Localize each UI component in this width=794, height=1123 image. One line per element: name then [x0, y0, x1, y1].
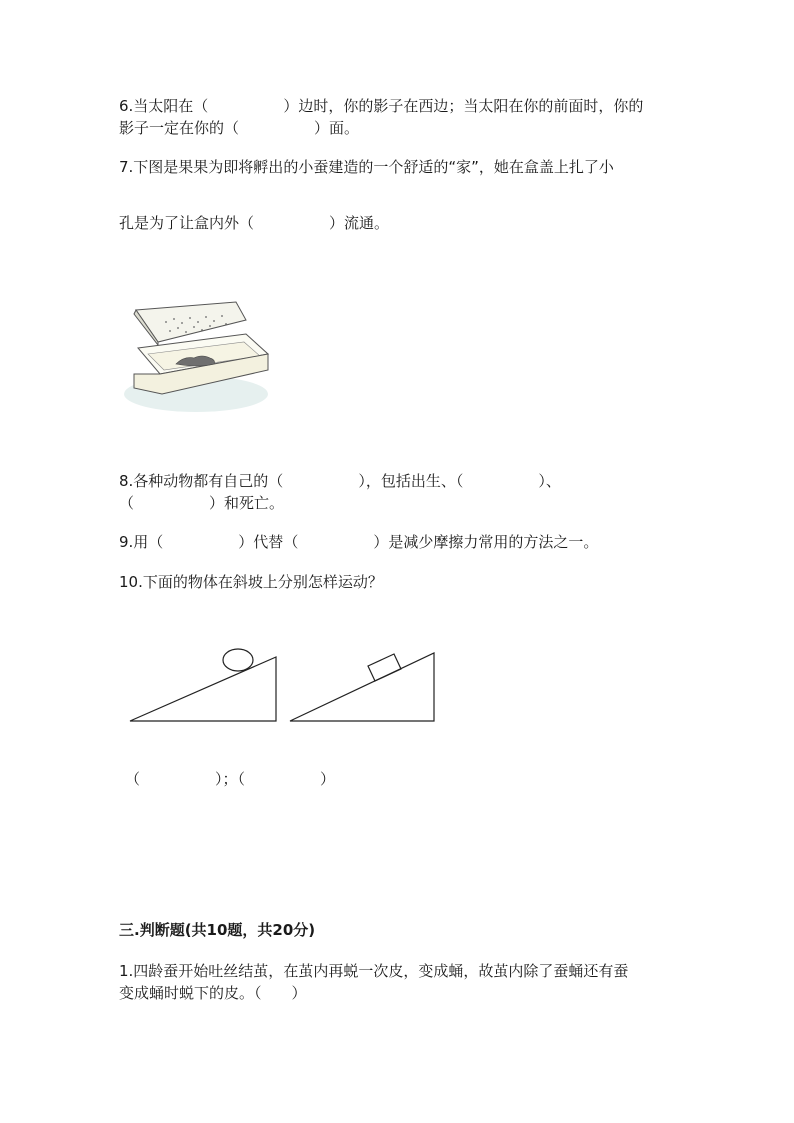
slope-left: [130, 657, 276, 721]
q7-line1: 7.下图是果果为即将孵出的小蚕建造的一个舒适的“家”，她在盒盖上扎了小: [119, 158, 614, 176]
q8-line1: 8.各种动物都有自己的（ ），包括出生、（ ）、: [119, 472, 561, 490]
q6-line2: 影子一定在你的（ ）面。: [119, 119, 360, 137]
q6-line1: 6.当太阳在（ ）边时，你的影子在西边；当太阳在你的前面时，你的: [119, 97, 644, 115]
section3-title: 三.判断题(共10题，共20分): [119, 921, 316, 939]
q9-line1: 9.用（ ）代替（ ）是减少摩擦力常用的方法之一。: [119, 533, 599, 551]
q7-line2: 孔是为了让盒内外（ ）流通。: [119, 214, 390, 232]
q10-line1: 10.下面的物体在斜坡上分别怎样运动？: [119, 573, 383, 591]
silkworm-box-illustration: [118, 298, 278, 418]
q8-line2: （ ）和死亡。: [119, 494, 285, 512]
q10-answers: （ ）；（ ）: [125, 770, 336, 788]
j1-line1: 1.四龄蚕开始吐丝结茧，在茧内再蜕一次皮，变成蛹，故茧内除了蚕蛹还有蚕: [119, 962, 629, 980]
slope-right: [290, 653, 434, 721]
ball-icon: [223, 649, 253, 671]
block-icon: [368, 654, 401, 681]
slope-ball-diagram: [128, 645, 280, 725]
slope-block-diagram: [288, 645, 438, 725]
j1-line2: 变成蛹时蜕下的皮。（ ）: [119, 984, 307, 1002]
